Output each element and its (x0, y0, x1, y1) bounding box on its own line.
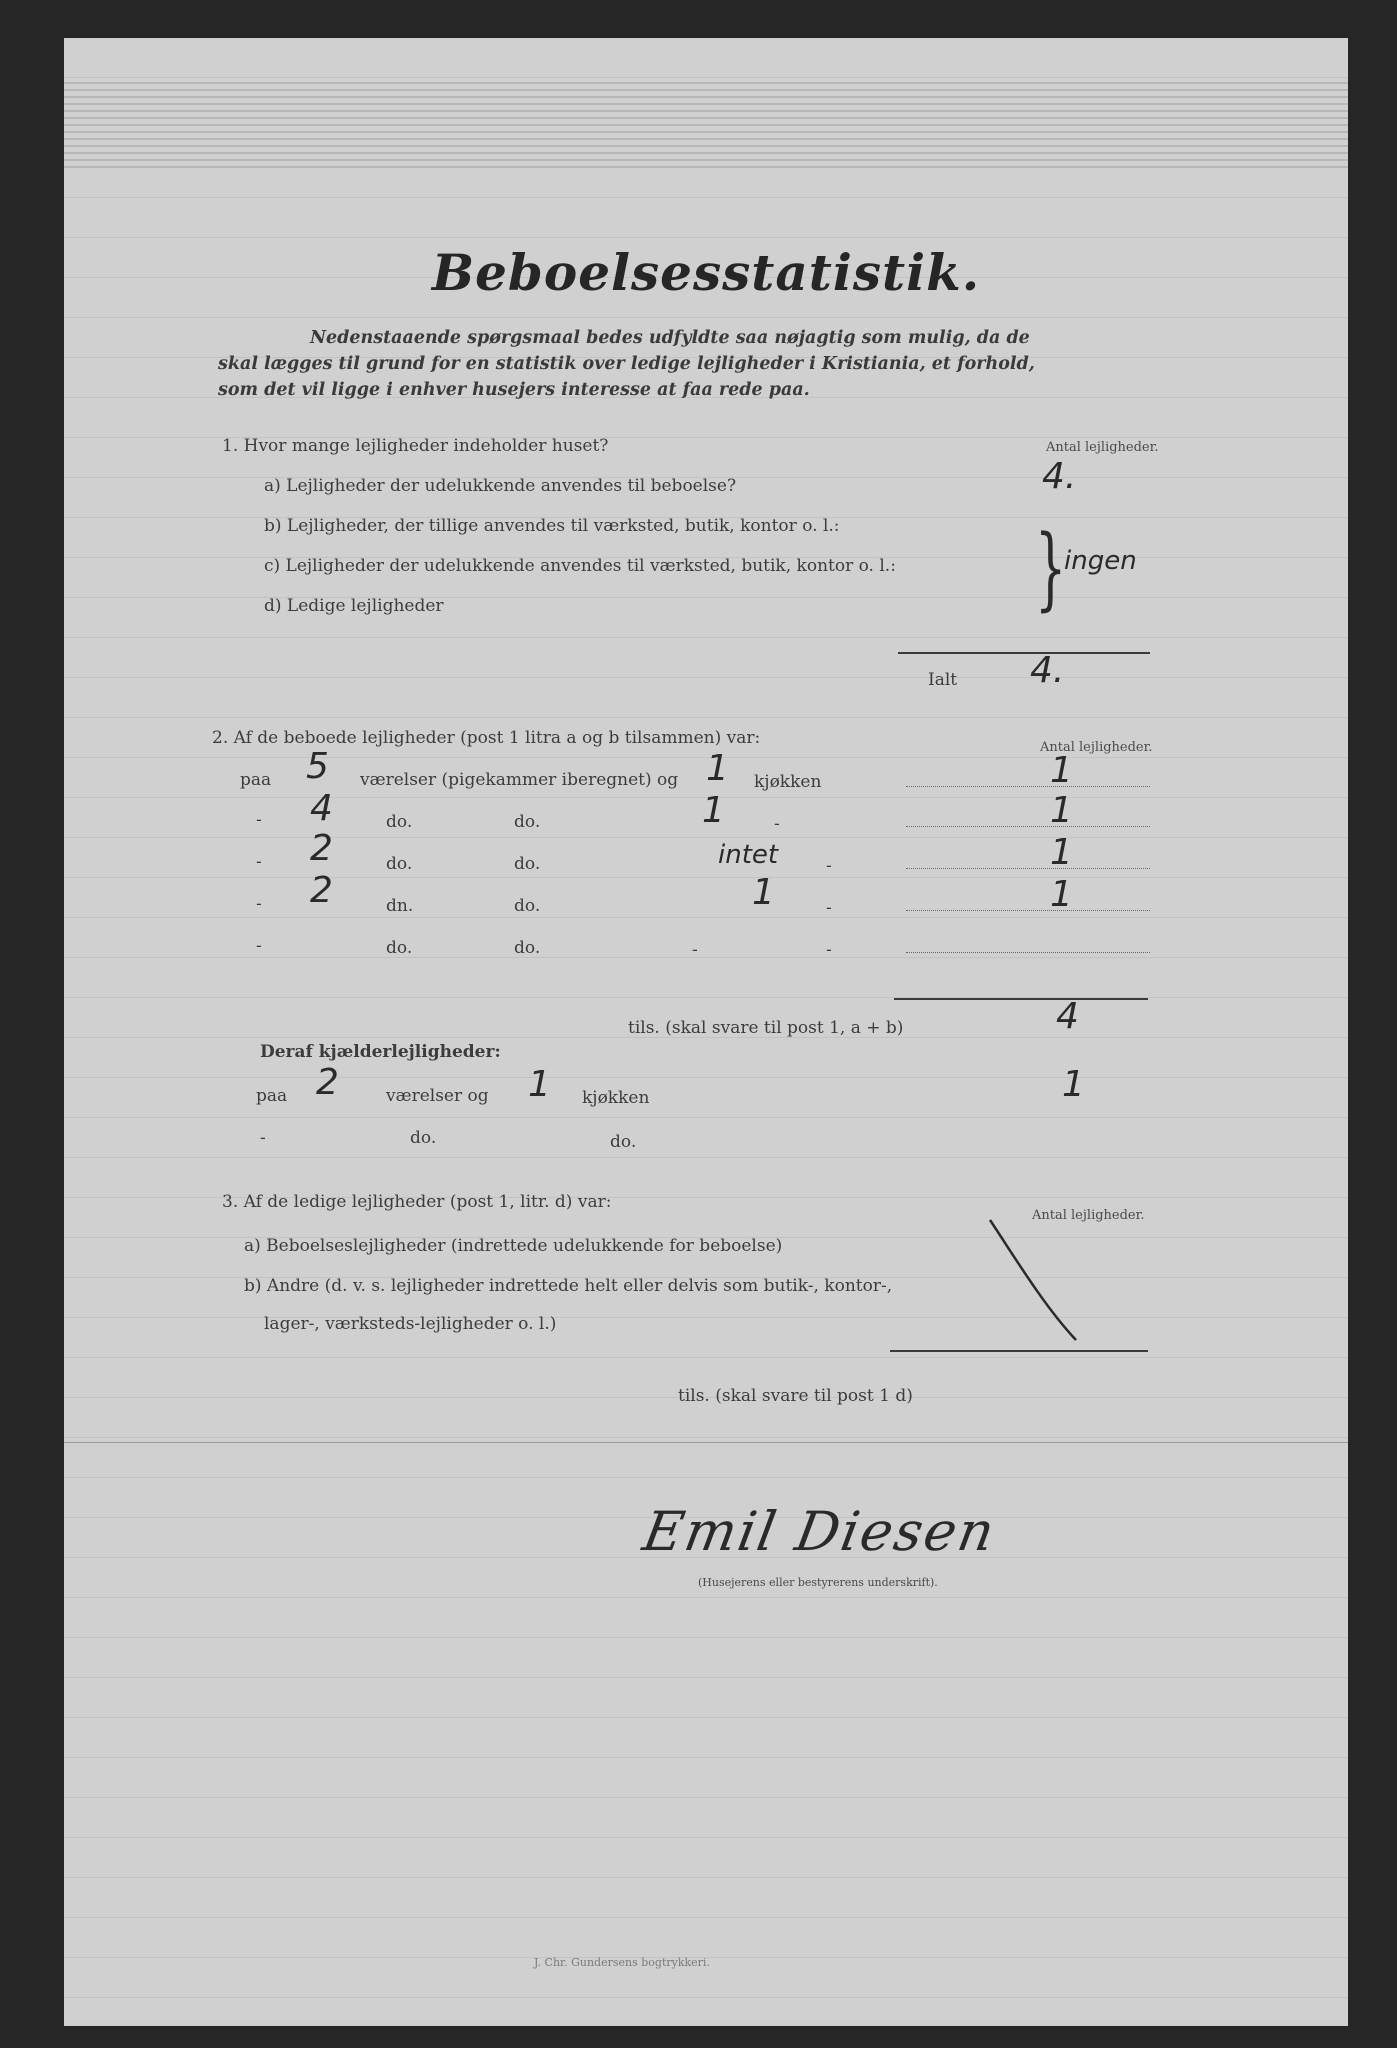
section3-item-b-line1: b) Andre (d. v. s. lejligheder indrettede helt eller delvis som butik-, kontor-, (244, 1276, 893, 1296)
section1-item-d: d) Ledige lejligheder (264, 596, 444, 616)
s2-row4-dots (906, 910, 1150, 911)
s2-row3-dots (906, 868, 1150, 869)
s2-row3-kitchens: intet (718, 840, 779, 870)
s2-row5-kitchen-label: - (826, 940, 832, 960)
s2-row5-kitchen-prefix: - (692, 940, 698, 960)
s2-row2-dots (906, 826, 1150, 827)
section3-item-b-line2: lager-, værksteds-lejligheder o. l.) (264, 1314, 557, 1334)
s2-row4-kitchens: 1 (752, 872, 775, 913)
s2-row2-rooms-label: do. (386, 812, 413, 832)
section1-column-header: Antal lejligheder. (1046, 440, 1159, 455)
basement-row1-prefix: paa (256, 1086, 288, 1106)
section1-item-b: b) Lejligheder, der tillige anvendes til værksted, butik, kontor o. l.: (264, 516, 840, 536)
s2-row3-kitchen-label: - (826, 856, 832, 876)
s2-row3-rooms-label: do. (386, 854, 413, 874)
s2-row1-rooms-label: værelser (pigekammer iberegnet) og (360, 770, 679, 790)
s2-row3-rooms: 2 (310, 828, 333, 869)
section2-total-label: tils. (skal svare til post 1, a + b) (628, 1018, 904, 1038)
basement-row2-rooms-label: do. (410, 1128, 437, 1148)
section2-column-header: Antal lejligheder. (1040, 740, 1153, 755)
s2-row3-prefix: - (256, 852, 262, 872)
s2-row3-mid: do. (514, 854, 541, 874)
s2-row4-prefix: - (256, 894, 262, 914)
form-sheet (64, 38, 1348, 2026)
intro-line-2: skal lægges til grund for en statistik over ledige lejligheder i Kristiania, et forhold, (218, 354, 1035, 374)
s2-row2-mid: do. (514, 812, 541, 832)
section3-strike-mark (984, 1216, 1084, 1346)
s2-row1-kitchens: 1 (706, 748, 729, 789)
s2-row5-dots (906, 952, 1150, 953)
s2-row1-count: 1 (1050, 750, 1073, 791)
section3-item-a: a) Beboelseslejligheder (indrettede udelukkende for beboelse) (244, 1236, 783, 1256)
s2-row2-kitchens: 1 (702, 790, 725, 831)
section1-total-rule (898, 652, 1150, 654)
s2-row2-rooms: 4 (310, 788, 333, 829)
s2-row2-kitchen-label: - (774, 814, 780, 834)
section2-question: 2. Af de beboede lejligheder (post 1 litra a og b tilsammen) var: (212, 728, 761, 748)
section2-total-rule (894, 998, 1148, 1000)
section1-item-c: c) Lejligheder der udelukkende anvendes til værksted, butik, kontor o. l.: (264, 556, 896, 576)
section2-total-value: 4 (1056, 996, 1079, 1037)
section3-question: 3. Af de ledige lejligheder (post 1, litr. d) var: (222, 1192, 612, 1212)
intro-line-1: Nedenstaaende spørgsmaal bedes udfyldte saa nøjagtig som mulig, da de (310, 328, 1030, 348)
s2-row1-dots (906, 786, 1150, 787)
s2-row1-rooms: 5 (306, 746, 329, 787)
header-ruled-band (64, 82, 1348, 170)
s2-row4-mid: do. (514, 896, 541, 916)
section3-column-header: Antal lejligheder. (1032, 1208, 1145, 1223)
basement-row2-prefix: - (260, 1128, 266, 1148)
s2-row5-prefix: - (256, 936, 262, 956)
basement-row1-count: 1 (1062, 1064, 1085, 1105)
intro-line-3: som det vil ligge i enhver husejers interesse at faa rede paa. (218, 380, 810, 400)
basement-row1-kitchen-label: kjøkken (582, 1088, 650, 1108)
s2-row5-rooms-label: do. (386, 938, 413, 958)
basement-row2-kitchen-label: do. (610, 1132, 637, 1152)
section1-item-a: a) Lejligheder der udelukkende anvendes til beboelse? (264, 476, 737, 496)
signature: Emil Diesen (638, 1500, 1001, 1563)
s2-row4-rooms-label: dn. (386, 896, 414, 916)
s2-row1-kitchen-label: kjøkken (754, 772, 822, 792)
section1-question: 1. Hvor mange lejligheder indeholder huset? (222, 436, 609, 456)
section1-total-value: 4. (1030, 650, 1065, 691)
s2-row4-count: 1 (1050, 874, 1073, 915)
basement-heading: Deraf kjælderlejligheder: (260, 1042, 501, 1062)
section1-total-label: Ialt (928, 670, 958, 690)
section3-total-label: tils. (skal svare til post 1 d) (678, 1386, 913, 1406)
s2-row3-count: 1 (1050, 832, 1073, 873)
s2-row2-prefix: - (256, 810, 262, 830)
section1-brace-answer: ingen (1064, 546, 1137, 576)
s2-row5-mid: do. (514, 938, 541, 958)
s2-row4-rooms: 2 (310, 870, 333, 911)
s2-row1-prefix: paa (240, 770, 272, 790)
signature-caption: (Husejerens eller bestyrerens underskrift). (698, 1576, 938, 1589)
section1-answer-a: 4. (1042, 456, 1077, 497)
section3-total-rule (890, 1350, 1148, 1352)
separator-line (64, 1442, 1348, 1443)
s2-row4-kitchen-label: - (826, 898, 832, 918)
s2-row2-count: 1 (1050, 790, 1073, 831)
printer-imprint: J. Chr. Gundersens bogtrykkeri. (534, 1956, 710, 1969)
basement-row1-rooms: 2 (316, 1062, 339, 1103)
basement-row1-rooms-label: værelser og (386, 1086, 489, 1106)
basement-row1-kitchens: 1 (528, 1064, 551, 1105)
form-title: Beboelsesstatistik. (431, 243, 981, 302)
brace-mark: } (1034, 516, 1067, 621)
